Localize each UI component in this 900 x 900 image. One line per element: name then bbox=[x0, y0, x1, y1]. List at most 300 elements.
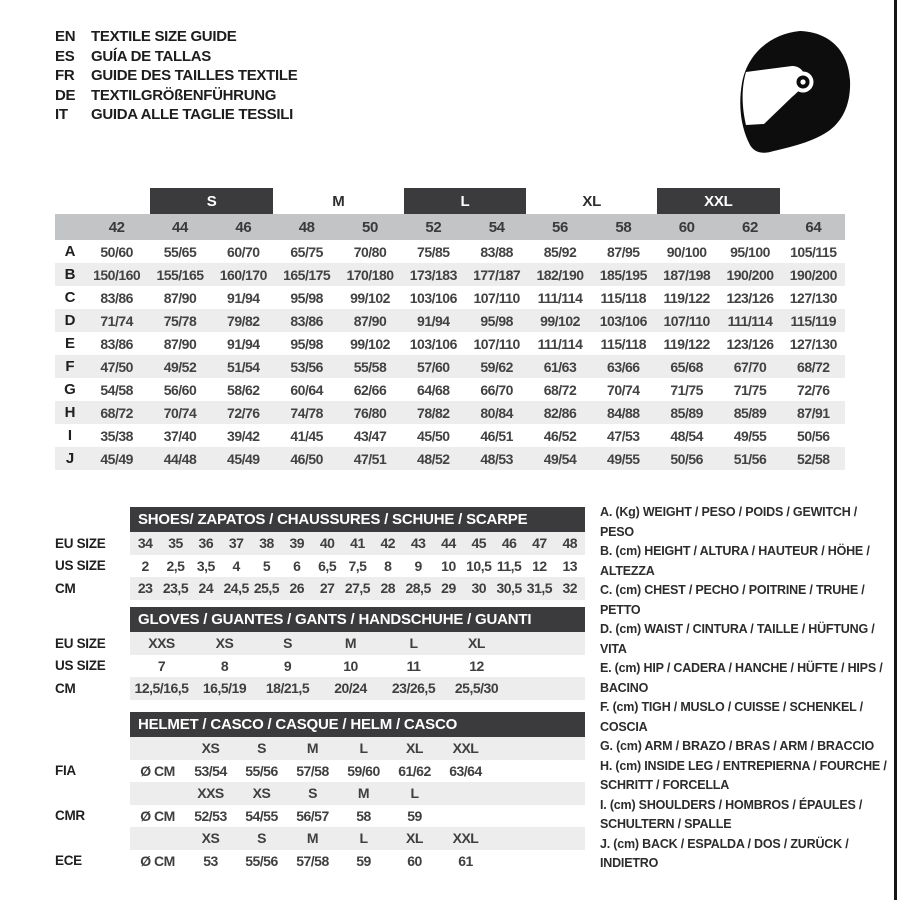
unit-cell: Ø CM bbox=[140, 807, 175, 824]
table-cell: XXS bbox=[197, 785, 224, 802]
size-column-label: 44 bbox=[172, 218, 188, 236]
table-cell: S bbox=[308, 785, 317, 802]
table-cell: 3,5 bbox=[196, 557, 215, 574]
table-cell: 37 bbox=[228, 535, 244, 552]
table-cell: 28 bbox=[380, 580, 396, 597]
row-letter: A bbox=[64, 243, 76, 260]
table-cell: 119/122 bbox=[663, 335, 710, 352]
table-cell: 12 bbox=[469, 657, 484, 674]
table-cell: 99/102 bbox=[350, 335, 390, 352]
table-cell: 28,5 bbox=[405, 580, 431, 597]
table-cell: 87/90 bbox=[163, 335, 197, 352]
table-cell: 91/94 bbox=[227, 335, 260, 352]
table-cell: XL bbox=[406, 830, 423, 847]
table-cell: 95/98 bbox=[480, 312, 513, 329]
table-cell: 43/47 bbox=[353, 427, 387, 444]
table-cell: 160/170 bbox=[219, 266, 267, 283]
language-line bbox=[55, 27, 297, 47]
row-cells bbox=[130, 632, 585, 655]
table-cell: 34 bbox=[137, 535, 153, 552]
language-code: EN bbox=[55, 28, 76, 46]
size-column-label: 62 bbox=[742, 218, 758, 236]
table-cell: XXL bbox=[452, 740, 479, 757]
table-cell: 5 bbox=[262, 557, 271, 574]
table-cell: 48/53 bbox=[480, 450, 513, 467]
table-cell: M bbox=[306, 740, 319, 757]
table-cell: 85/89 bbox=[733, 404, 767, 421]
table-cell: 9 bbox=[283, 657, 292, 674]
table-cell: 70/74 bbox=[163, 404, 197, 421]
table-cell: 51/54 bbox=[227, 358, 260, 375]
row-cells bbox=[130, 805, 585, 828]
table-cell: 85/89 bbox=[670, 404, 703, 421]
language-line bbox=[55, 47, 297, 67]
group-spacer bbox=[782, 188, 845, 214]
row-cells bbox=[130, 850, 585, 873]
table-cell: 54/55 bbox=[245, 807, 278, 824]
table-cell: M bbox=[357, 785, 370, 802]
table-row bbox=[55, 677, 585, 700]
table-cell: XS bbox=[201, 830, 220, 847]
table-row bbox=[55, 782, 585, 805]
table-row bbox=[55, 577, 585, 600]
legend-item: B. (cm) HEIGHT / ALTURA / HAUTEUR / HÖHE / ALTEZZA bbox=[600, 544, 870, 578]
size-column-label: 64 bbox=[805, 218, 822, 236]
table-cell: 107/110 bbox=[663, 312, 710, 329]
table-cell: M bbox=[306, 830, 319, 847]
table-cell: 29 bbox=[441, 580, 456, 597]
language-title: GUIDA ALLE TAGLIE TESSILI bbox=[91, 106, 293, 124]
table-cell: 47/50 bbox=[100, 358, 133, 375]
table-cell: 61/63 bbox=[543, 358, 577, 375]
language-code: IT bbox=[55, 106, 68, 124]
table-cell: 83/86 bbox=[100, 335, 133, 352]
table-cell: 82/86 bbox=[543, 404, 577, 421]
gloves-table-title: GLOVES / GUANTES / GANTS / HANDSCHUHE / GUANTI bbox=[130, 607, 585, 632]
table-cell: 50/56 bbox=[670, 450, 703, 467]
table-cell: 107/110 bbox=[473, 335, 520, 352]
legend-item: A. (Kg) WEIGHT / PESO / POIDS / GEWITCH / PESO bbox=[600, 505, 858, 539]
table-cell: 24 bbox=[198, 580, 214, 597]
table-row bbox=[55, 355, 845, 378]
size-group-row bbox=[55, 188, 845, 214]
table-cell: 27,5 bbox=[344, 580, 371, 597]
table-cell: 165/175 bbox=[283, 266, 331, 283]
table-cell: 49/55 bbox=[607, 450, 640, 467]
size-column-label: 52 bbox=[425, 218, 442, 236]
table-cell: 63/66 bbox=[607, 358, 640, 375]
row-label: US SIZE bbox=[55, 658, 106, 674]
table-cell: 103/106 bbox=[409, 289, 457, 306]
language-code: ES bbox=[55, 47, 75, 65]
table-row bbox=[55, 332, 845, 355]
legend-item: C. (cm) CHEST / PECHO / POITRINE / TRUHE / PETTO bbox=[600, 583, 865, 617]
table-cell: 71/75 bbox=[670, 381, 703, 398]
table-cell: 51/56 bbox=[733, 450, 767, 467]
table-cell: 59 bbox=[356, 852, 371, 869]
shoes-section bbox=[55, 507, 585, 600]
table-cell: 123/126 bbox=[726, 289, 774, 306]
table-cell: 127/130 bbox=[789, 289, 837, 306]
textile-size-table bbox=[55, 188, 845, 470]
table-cell: 55/56 bbox=[245, 762, 278, 779]
row-letter: G bbox=[64, 381, 76, 398]
table-cell: 173/183 bbox=[409, 266, 457, 283]
row-cells bbox=[130, 827, 585, 850]
language-title: GUÍA DE TALLAS bbox=[91, 47, 211, 65]
table-cell: 115/118 bbox=[600, 335, 647, 352]
table-row bbox=[55, 555, 585, 578]
table-cell: 87/91 bbox=[797, 404, 830, 421]
table-cell: 49/55 bbox=[733, 427, 767, 444]
table-cell: 47 bbox=[532, 535, 547, 552]
table-cell: 6 bbox=[293, 557, 301, 574]
table-cell: 52/58 bbox=[797, 450, 830, 467]
table-cell: 39/42 bbox=[227, 427, 260, 444]
table-cell: 18/21,5 bbox=[265, 680, 310, 697]
page-right-border bbox=[894, 0, 897, 900]
helmet-table-body bbox=[55, 737, 585, 872]
shoes-table-body bbox=[55, 532, 585, 600]
table-cell: 35 bbox=[168, 535, 183, 552]
table-cell: 31,5 bbox=[526, 580, 553, 597]
table-cell: 46/52 bbox=[543, 427, 577, 444]
table-cell: L bbox=[410, 785, 419, 802]
table-cell: 99/102 bbox=[350, 289, 390, 306]
row-letter: H bbox=[64, 404, 76, 421]
table-cell: 60 bbox=[407, 852, 422, 869]
table-cell: 39 bbox=[289, 535, 305, 552]
table-cell: 10 bbox=[441, 557, 456, 574]
table-cell: 111/114 bbox=[537, 289, 583, 306]
table-cell: 127/130 bbox=[789, 335, 837, 352]
table-cell: 68/72 bbox=[100, 404, 133, 421]
table-cell: 57/58 bbox=[296, 852, 329, 869]
table-cell: 10,5 bbox=[466, 557, 492, 574]
table-row bbox=[55, 240, 845, 263]
table-cell: 46 bbox=[501, 535, 517, 552]
helmet-table-title: HELMET / CASCO / CASQUE / HELM / CASCO bbox=[130, 712, 585, 737]
size-column-label: 50 bbox=[362, 218, 378, 236]
table-cell: L bbox=[359, 740, 368, 757]
size-column-label: 42 bbox=[108, 218, 125, 236]
table-cell: 35/38 bbox=[100, 427, 133, 444]
row-label: US SIZE bbox=[55, 558, 106, 574]
gloves-section bbox=[55, 607, 585, 700]
table-cell: 107/110 bbox=[473, 289, 520, 306]
table-cell: 91/94 bbox=[227, 289, 260, 306]
table-cell: 55/56 bbox=[245, 852, 278, 869]
table-cell: 12 bbox=[532, 557, 547, 574]
table-cell: 32 bbox=[562, 580, 578, 597]
table-cell: XXS bbox=[148, 635, 175, 652]
size-group-label: L bbox=[404, 188, 527, 214]
table-cell: XXL bbox=[452, 830, 479, 847]
table-cell: 13 bbox=[562, 557, 578, 574]
table-cell: 48/52 bbox=[417, 450, 450, 467]
size-group-label: S bbox=[150, 188, 273, 214]
table-cell: XS bbox=[201, 740, 220, 757]
table-cell: S bbox=[283, 635, 292, 652]
table-cell: 90/100 bbox=[666, 243, 707, 260]
table-cell: 45 bbox=[471, 535, 487, 552]
row-cells bbox=[130, 555, 585, 578]
table-cell: 45/49 bbox=[100, 450, 133, 467]
table-cell: 56/57 bbox=[296, 807, 329, 824]
table-cell: 55/58 bbox=[353, 358, 387, 375]
table-cell: 40 bbox=[319, 535, 335, 552]
table-cell: XS bbox=[252, 785, 271, 802]
table-row bbox=[55, 827, 585, 850]
table-cell: 60/70 bbox=[227, 243, 260, 260]
shoes-table-title: SHOES/ ZAPATOS / CHAUSSURES / SCHUHE / SCARPE bbox=[130, 507, 585, 532]
table-cell: 103/106 bbox=[409, 335, 457, 352]
table-cell: 80/84 bbox=[480, 404, 513, 421]
table-row bbox=[55, 760, 585, 783]
table-cell: 57/58 bbox=[296, 762, 329, 779]
table-cell: 68/72 bbox=[543, 381, 577, 398]
language-line bbox=[55, 86, 297, 106]
size-column-label: 46 bbox=[235, 218, 252, 236]
table-cell: 50/56 bbox=[797, 427, 830, 444]
table-cell: 12,5/16,5 bbox=[134, 680, 189, 697]
table-cell: 11,5 bbox=[496, 557, 522, 574]
table-row bbox=[55, 850, 585, 873]
table-cell: 111/114 bbox=[537, 335, 583, 352]
table-cell: 50/60 bbox=[100, 243, 133, 260]
size-column-label: 54 bbox=[488, 218, 505, 236]
row-cells bbox=[130, 760, 585, 783]
language-title: GUIDE DES TAILLES TEXTILE bbox=[91, 67, 298, 85]
table-cell: 70/74 bbox=[607, 381, 640, 398]
row-cells bbox=[130, 677, 585, 700]
table-cell: 48/54 bbox=[670, 427, 703, 444]
table-cell: 59/62 bbox=[480, 358, 513, 375]
table-cell: 6,5 bbox=[318, 557, 337, 574]
table-cell: 71/74 bbox=[100, 312, 133, 329]
table-cell: 41/45 bbox=[290, 427, 323, 444]
table-cell: 53/56 bbox=[290, 358, 323, 375]
table-cell: 52/53 bbox=[194, 807, 227, 824]
table-cell: 78/82 bbox=[417, 404, 450, 421]
table-cell: 44/48 bbox=[163, 450, 197, 467]
table-cell: 44 bbox=[441, 535, 456, 552]
table-cell: 150/160 bbox=[93, 266, 141, 283]
table-cell: 46/50 bbox=[290, 450, 323, 467]
table-cell: 25,5 bbox=[253, 580, 280, 597]
table-cell: 11 bbox=[406, 657, 421, 674]
table-cell: 27 bbox=[319, 580, 335, 597]
table-cell: 76/80 bbox=[353, 404, 387, 421]
table-cell: 7 bbox=[157, 657, 166, 674]
table-cell: 42 bbox=[380, 535, 396, 552]
language-code: FR bbox=[55, 67, 75, 85]
table-cell: XS bbox=[215, 635, 234, 652]
legend-item: E. (cm) HIP / CADERA / HANCHE / HÜFTE / HIPS / BACINO bbox=[600, 661, 883, 695]
size-column-label: 58 bbox=[615, 218, 632, 236]
table-cell: L bbox=[409, 635, 418, 652]
helmet-section bbox=[55, 712, 585, 872]
table-cell: 83/86 bbox=[100, 289, 133, 306]
row-label: EU SIZE bbox=[55, 535, 106, 551]
table-cell: 84/88 bbox=[607, 404, 640, 421]
table-cell: 38 bbox=[259, 535, 274, 552]
size-table-body bbox=[55, 240, 845, 470]
row-letter: E bbox=[64, 335, 75, 352]
table-cell: 185/195 bbox=[599, 266, 647, 283]
table-row bbox=[55, 447, 845, 470]
number-spacer bbox=[55, 214, 85, 240]
size-column-label: 60 bbox=[678, 218, 695, 236]
table-row bbox=[55, 805, 585, 828]
table-cell: 115/118 bbox=[600, 289, 647, 306]
table-cell: 61/62 bbox=[398, 762, 431, 779]
table-cell: 68/72 bbox=[797, 358, 830, 375]
table-cell: 91/94 bbox=[417, 312, 450, 329]
table-cell: 48 bbox=[562, 535, 578, 552]
table-cell: 43 bbox=[410, 535, 426, 552]
table-cell: L bbox=[359, 830, 368, 847]
table-cell: 2 bbox=[141, 557, 149, 574]
group-spacer bbox=[55, 188, 148, 214]
table-row bbox=[55, 378, 845, 401]
table-cell: 187/198 bbox=[663, 266, 711, 283]
table-row bbox=[55, 532, 585, 555]
table-cell: 53 bbox=[203, 852, 218, 869]
row-label: CMR bbox=[55, 808, 85, 824]
table-cell: 119/122 bbox=[663, 289, 710, 306]
table-cell: XL bbox=[468, 635, 485, 652]
table-cell: 23,5 bbox=[162, 580, 189, 597]
table-cell: 111/114 bbox=[727, 312, 773, 329]
table-cell: 7,5 bbox=[348, 557, 367, 574]
table-cell: 190/200 bbox=[789, 266, 837, 283]
table-cell: 2,5 bbox=[166, 557, 185, 574]
table-cell: 36 bbox=[198, 535, 214, 552]
table-row bbox=[55, 401, 845, 424]
row-label: CM bbox=[55, 580, 76, 596]
size-column-label: 56 bbox=[552, 218, 568, 236]
table-cell: 83/88 bbox=[480, 243, 513, 260]
table-cell: 177/187 bbox=[473, 266, 521, 283]
table-cell: 79/82 bbox=[227, 312, 260, 329]
table-cell: 4 bbox=[232, 557, 240, 574]
legend-item: D. (cm) WAIST / CINTURA / TAILLE / HÜFTUNG / VITA bbox=[600, 622, 875, 656]
row-letter: I bbox=[67, 427, 73, 444]
size-group-label: XL bbox=[582, 192, 601, 210]
table-cell: 9 bbox=[414, 557, 422, 574]
row-cells bbox=[130, 737, 585, 760]
size-group-label: XXL bbox=[657, 188, 780, 214]
table-cell: 60/64 bbox=[290, 381, 323, 398]
table-cell: 67/70 bbox=[733, 358, 767, 375]
racing-helmet-icon bbox=[724, 20, 874, 160]
table-cell: 75/85 bbox=[417, 243, 450, 260]
row-letter: B bbox=[64, 266, 76, 283]
table-cell: 58/62 bbox=[227, 381, 260, 398]
table-cell: 58 bbox=[356, 807, 371, 824]
table-cell: 59 bbox=[407, 807, 422, 824]
legend-item: H. (cm) INSIDE LEG / ENTREPIERNA / FOURCHE / SCHRITT / FORCELLA bbox=[600, 758, 887, 792]
row-cells bbox=[130, 532, 585, 555]
row-cells bbox=[130, 782, 585, 805]
table-cell: 25,5/30 bbox=[454, 680, 499, 697]
legend-item: F. (cm) TIGH / MUSLO / CUISSE / SCHENKEL / COSCIA bbox=[600, 700, 863, 734]
row-cells bbox=[130, 577, 585, 600]
table-cell: 103/106 bbox=[599, 312, 647, 329]
table-cell: 95/98 bbox=[290, 289, 323, 306]
table-cell: 64/68 bbox=[417, 381, 450, 398]
table-cell: 95/100 bbox=[730, 243, 770, 260]
table-row bbox=[55, 263, 845, 286]
table-cell: 8 bbox=[384, 557, 392, 574]
table-cell: 46/51 bbox=[480, 427, 513, 444]
table-row bbox=[55, 309, 845, 332]
language-line bbox=[55, 66, 297, 86]
table-cell: 115/119 bbox=[790, 312, 837, 329]
table-cell: 56/60 bbox=[163, 381, 197, 398]
table-cell: 70/80 bbox=[353, 243, 387, 260]
table-cell: 65/75 bbox=[290, 243, 323, 260]
row-label bbox=[55, 827, 130, 850]
table-cell: 37/40 bbox=[163, 427, 197, 444]
legend-item: G. (cm) ARM / BRAZO / BRAS / ARM / BRACCIO bbox=[600, 739, 875, 753]
table-cell: 47/53 bbox=[607, 427, 640, 444]
row-letter: J bbox=[65, 450, 75, 467]
table-cell: 71/75 bbox=[733, 381, 767, 398]
table-cell: 49/52 bbox=[163, 358, 197, 375]
table-cell: 16,5/19 bbox=[202, 680, 247, 697]
table-cell: 54/58 bbox=[100, 381, 133, 398]
language-line bbox=[55, 105, 297, 125]
table-cell: 63/64 bbox=[449, 762, 482, 779]
row-cells bbox=[130, 655, 585, 678]
language-code: DE bbox=[55, 86, 76, 104]
row-label: CM bbox=[55, 680, 76, 696]
row-label bbox=[55, 737, 130, 760]
table-cell: 23/26,5 bbox=[391, 680, 436, 697]
table-cell: 87/90 bbox=[353, 312, 387, 329]
table-row bbox=[55, 424, 845, 447]
table-cell: 57/60 bbox=[417, 358, 450, 375]
table-cell: 53/54 bbox=[194, 762, 227, 779]
table-cell: 170/180 bbox=[346, 266, 394, 283]
table-cell: 41 bbox=[350, 535, 365, 552]
table-cell: 61 bbox=[458, 852, 473, 869]
table-row bbox=[55, 286, 845, 309]
table-cell: 74/78 bbox=[290, 404, 323, 421]
table-cell: 20/24 bbox=[334, 680, 367, 697]
unit-cell: Ø CM bbox=[140, 762, 175, 779]
legend-item: I. (cm) SHOULDERS / HOMBROS / ÉPAULES / SCHULTERN / SPALLE bbox=[600, 797, 863, 831]
table-cell: 87/95 bbox=[607, 243, 640, 260]
table-cell: 72/76 bbox=[797, 381, 830, 398]
table-cell: 8 bbox=[220, 657, 229, 674]
row-label: ECE bbox=[55, 853, 82, 869]
table-cell: 85/92 bbox=[543, 243, 577, 260]
table-cell: 45/50 bbox=[417, 427, 450, 444]
language-title: TEXTILE SIZE GUIDE bbox=[91, 28, 237, 46]
size-group-label: M bbox=[332, 192, 345, 210]
table-cell: 65/68 bbox=[670, 358, 703, 375]
table-row bbox=[55, 632, 585, 655]
table-cell: 23 bbox=[137, 580, 153, 597]
row-label: FIA bbox=[55, 763, 76, 779]
row-label bbox=[55, 782, 130, 805]
row-letter: C bbox=[64, 289, 76, 306]
size-number-row bbox=[55, 214, 845, 240]
table-cell: 83/86 bbox=[290, 312, 323, 329]
